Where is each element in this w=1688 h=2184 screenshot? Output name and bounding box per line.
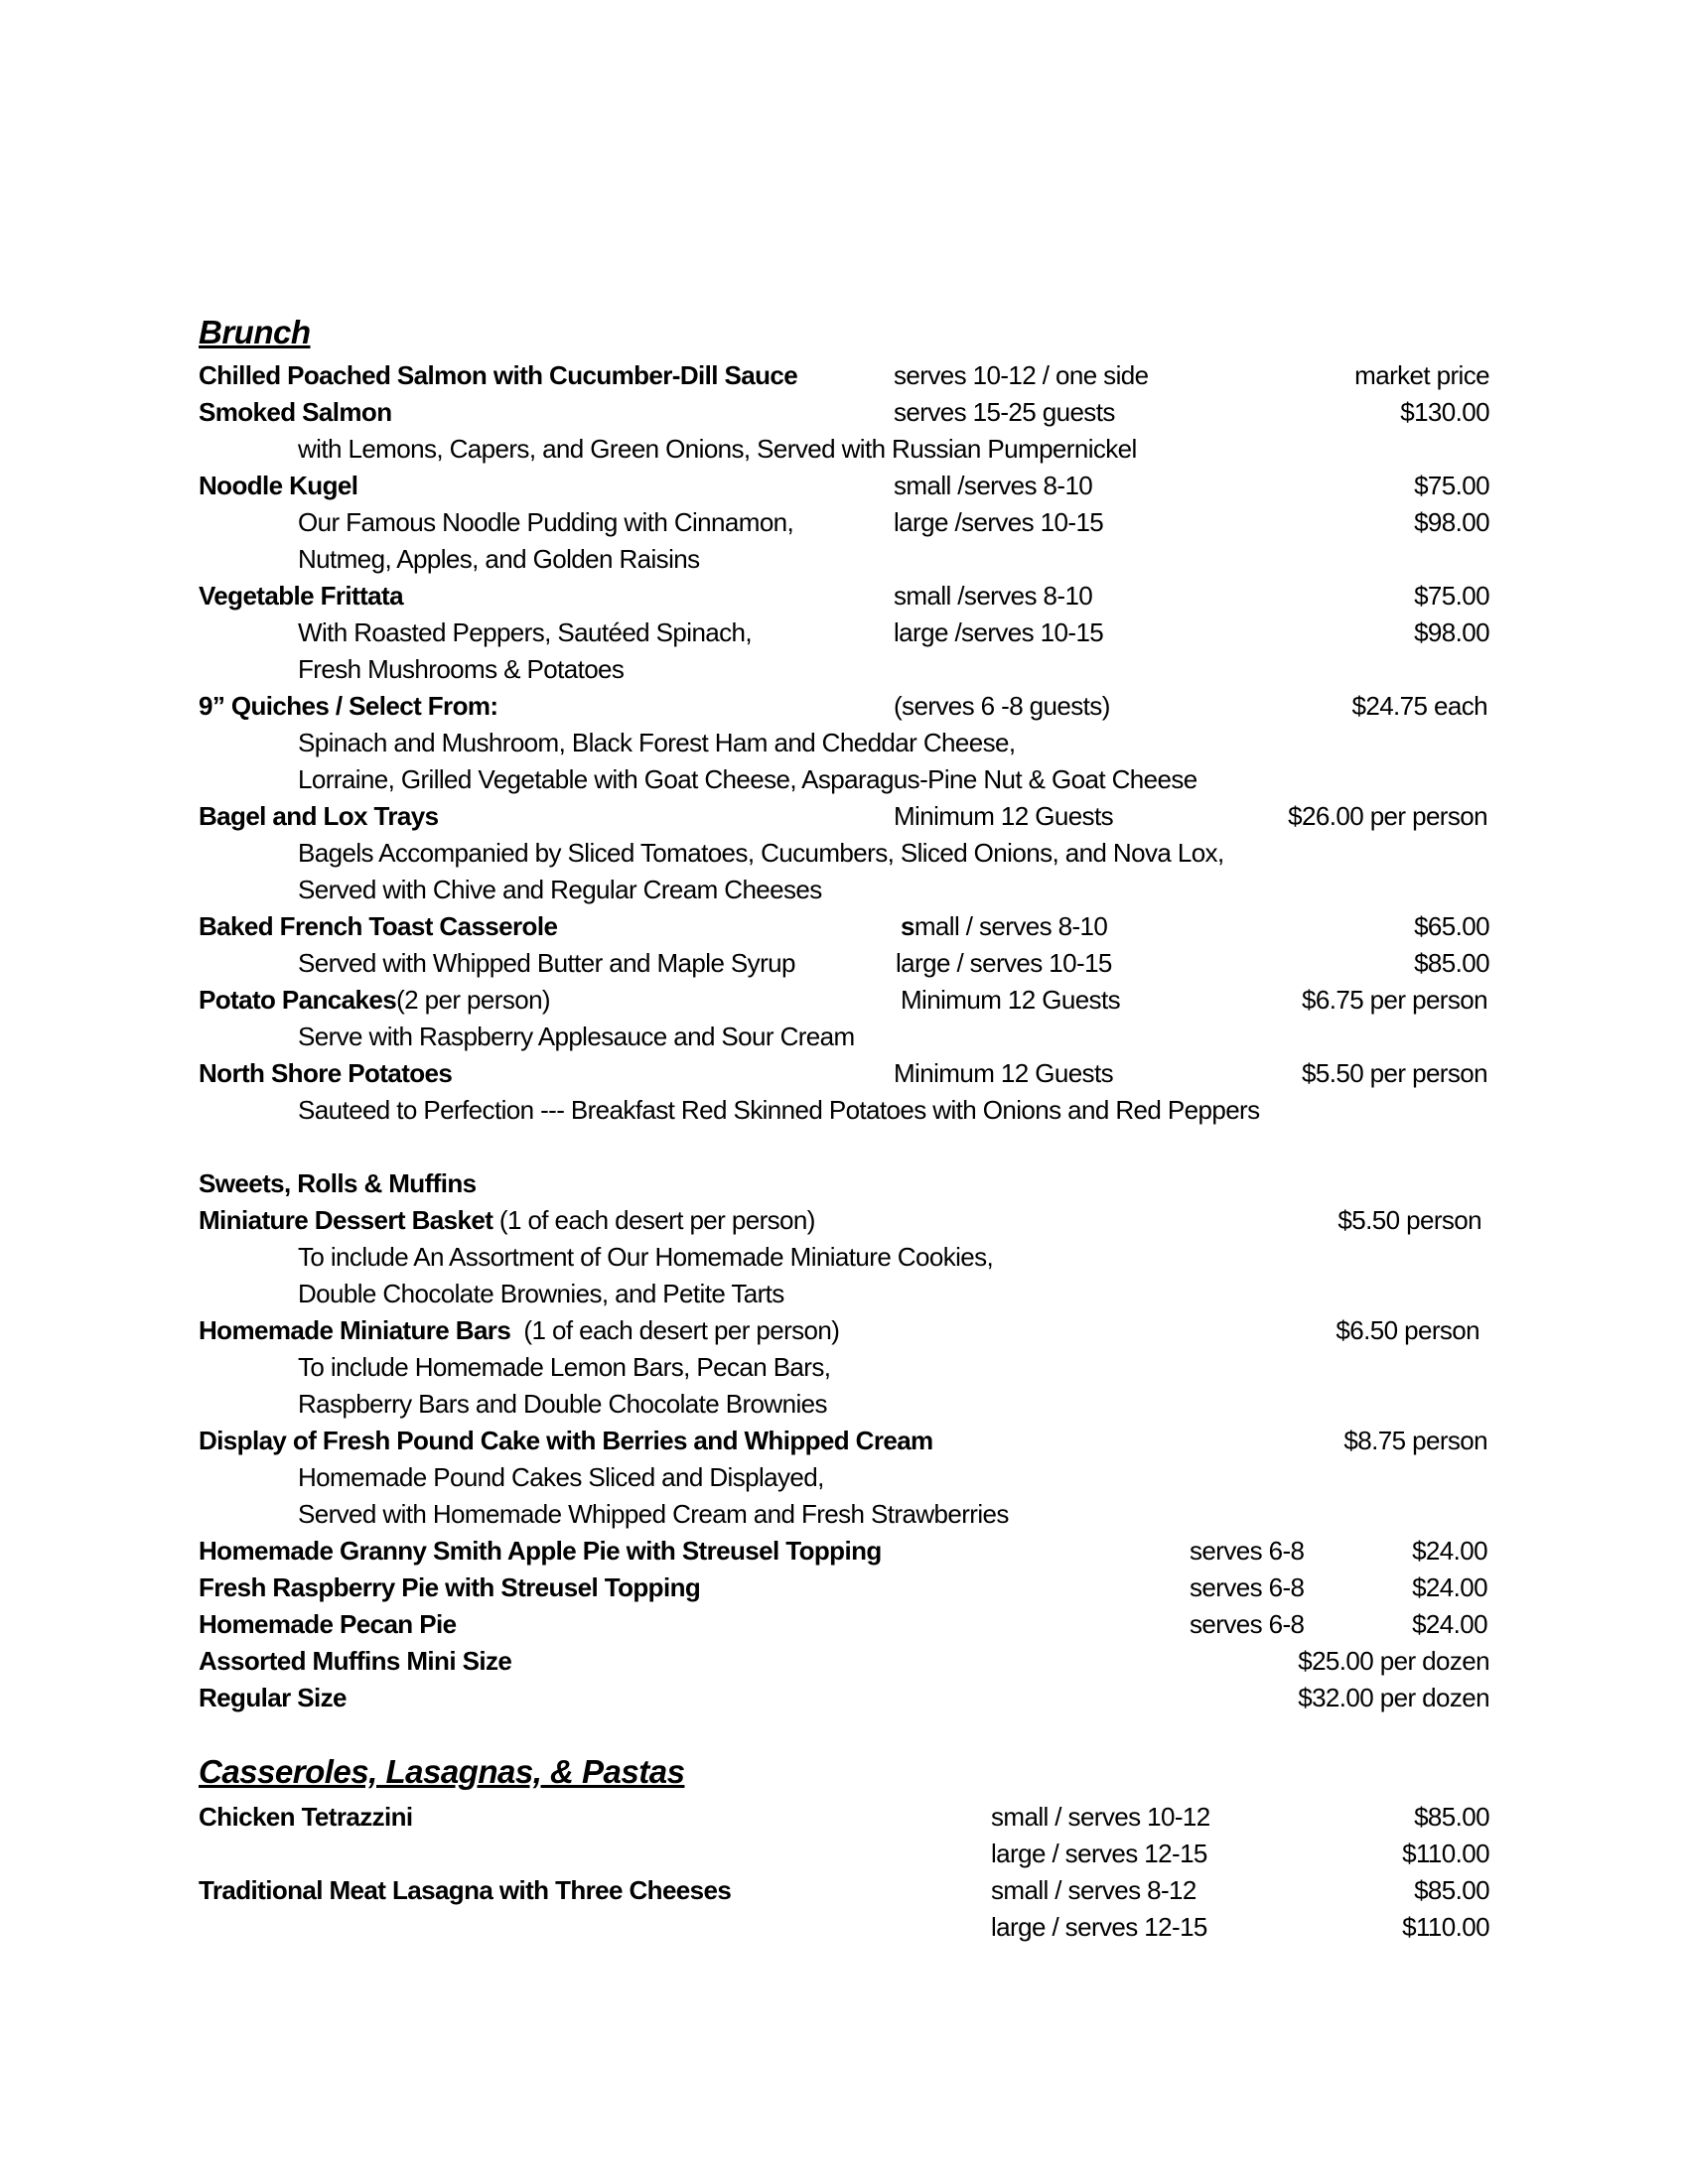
- item-price: $25.00 per dozen: [1298, 1646, 1489, 1676]
- item-name: Bagel and Lox Trays: [199, 801, 439, 831]
- item-name: Baked French Toast Casserole: [199, 911, 558, 941]
- item-description-row: [199, 614, 1489, 651]
- menu-item-row: [199, 1909, 1489, 1946]
- item-serving-size: Minimum 12 Guests: [894, 1058, 1113, 1088]
- item-name: Vegetable Frittata: [199, 581, 403, 611]
- item-name: Regular Size: [199, 1683, 347, 1712]
- item-description-row: [199, 1386, 1489, 1423]
- item-name: Smoked Salmon: [199, 397, 392, 427]
- item-name: North Shore Potatoes: [199, 1058, 453, 1088]
- item-description-row: [199, 541, 1489, 578]
- menu-item-row: [199, 1799, 1489, 1836]
- item-serving-size: (serves 6 -8 guests): [894, 691, 1110, 721]
- item-serving-size: small / serves 10-12: [991, 1802, 1210, 1832]
- item-description: with Lemons, Capers, and Green Onions, Served with Russian Pumpernickel: [298, 434, 1137, 464]
- size-rest: mall / serves 8-10: [914, 911, 1108, 941]
- item-description: Homemade Pound Cakes Sliced and Displayed,: [298, 1462, 824, 1492]
- item-description-row: [199, 725, 1489, 761]
- item-serving-size: serves 15-25 guests: [894, 397, 1115, 427]
- item-serving-size: large /serves 10-15: [894, 507, 1104, 537]
- section-sweets-heading-row: [199, 1165, 1489, 1202]
- item-description: To include Homemade Lemon Bars, Pecan Bars,: [298, 1352, 831, 1382]
- item-serving-size: small /serves 8-10: [894, 581, 1093, 611]
- item-description-row: [199, 1276, 1489, 1312]
- item-name: Noodle Kugel: [199, 471, 358, 500]
- item-description-row: [199, 431, 1489, 468]
- item-name: Potato Pancakes: [199, 985, 397, 1015]
- item-price: $85.00: [1414, 1875, 1489, 1905]
- item-price: $6.50 person: [1336, 1315, 1479, 1345]
- menu-item-row: [199, 1872, 1489, 1909]
- menu-item-row: [199, 1202, 1489, 1239]
- item-price: $24.00: [1412, 1609, 1487, 1639]
- item-price: $85.00: [1414, 948, 1489, 978]
- item-description: Spinach and Mushroom, Black Forest Ham and Cheddar Cheese,: [298, 728, 1016, 757]
- item-price: $110.00: [1402, 1839, 1489, 1868]
- item-serving-size: Minimum 12 Guests: [901, 985, 1120, 1015]
- item-price: $130.00: [1400, 397, 1489, 427]
- item-description-row: [199, 1092, 1489, 1129]
- item-description: Served with Homemade Whipped Cream and Fresh Strawberries: [298, 1499, 1009, 1529]
- item-serving-size: serves 6-8: [1190, 1609, 1305, 1639]
- item-price: $85.00: [1414, 1802, 1489, 1832]
- item-name: Fresh Raspberry Pie with Streusel Topping: [199, 1572, 701, 1602]
- menu-item-row: [199, 1423, 1489, 1459]
- item-description: With Roasted Peppers, Sautéed Spinach,: [298, 617, 753, 647]
- item-description-row: [199, 1496, 1489, 1533]
- item-description: Lorraine, Grilled Vegetable with Goat Cheese, Asparagus-Pine Nut & Goat Cheese: [298, 764, 1197, 794]
- item-name: Display of Fresh Pound Cake with Berries and Whipped Cream: [199, 1426, 933, 1455]
- item-description: Nutmeg, Apples, and Golden Raisins: [298, 544, 700, 574]
- item-description-row: [199, 1349, 1489, 1386]
- item-description: Fresh Mushrooms & Potatoes: [298, 654, 625, 684]
- item-price: $24.75 each: [1351, 691, 1487, 721]
- item-price: market price: [1354, 360, 1489, 390]
- item-description: Served with Chive and Regular Cream Cheeses: [298, 875, 822, 904]
- menu-item-row: [199, 1570, 1489, 1606]
- section-heading: Brunch: [199, 314, 311, 350]
- menu-item-row: [199, 908, 1489, 945]
- item-price: $6.75 per person: [1302, 985, 1487, 1015]
- item-description: To include An Assortment of Our Homemade Miniature Cookies,: [298, 1242, 994, 1272]
- item-note: (1 of each desert per person): [510, 1315, 840, 1345]
- menu-item-row: [199, 1643, 1489, 1680]
- item-price: $5.50 person: [1337, 1205, 1481, 1235]
- menu-item-row: [199, 578, 1489, 614]
- item-name-group: [199, 982, 550, 1019]
- item-price: $98.00: [1414, 617, 1489, 647]
- item-description: Our Famous Noodle Pudding with Cinnamon,: [298, 507, 794, 537]
- item-name: 9” Quiches / Select From:: [199, 691, 498, 721]
- item-serving-size: small / serves 8-12: [991, 1875, 1196, 1905]
- item-name: Chilled Poached Salmon with Cucumber-Dill Sauce: [199, 360, 798, 390]
- menu-item-row: [199, 1680, 1489, 1716]
- menu-item-row: [199, 688, 1489, 725]
- item-note: (1 of each desert per person): [492, 1205, 815, 1235]
- item-note: (2 per person): [396, 985, 550, 1015]
- menu-item-row: [199, 1533, 1489, 1570]
- item-name: Chicken Tetrazzini: [199, 1802, 413, 1832]
- item-description-row: [199, 1019, 1489, 1055]
- item-serving-size: serves 10-12 / one side: [894, 360, 1149, 390]
- item-price: $24.00: [1412, 1536, 1487, 1566]
- item-name: Homemade Miniature Bars: [199, 1315, 511, 1345]
- item-price: $65.00: [1414, 911, 1489, 941]
- item-name: Miniature Dessert Basket: [199, 1205, 493, 1235]
- section-heading: Casseroles, Lasagnas, & Pastas: [199, 1753, 685, 1790]
- item-description-row: [199, 504, 1489, 541]
- item-name: Homemade Pecan Pie: [199, 1609, 457, 1639]
- item-description-row: [199, 1459, 1489, 1496]
- item-description-row: [199, 1239, 1489, 1276]
- item-price: $24.00: [1412, 1572, 1487, 1602]
- section-brunch-heading-row: [199, 311, 1489, 354]
- item-price: $110.00: [1402, 1912, 1489, 1942]
- size-initial: s: [901, 911, 914, 941]
- item-name: Assorted Muffins Mini Size: [199, 1646, 512, 1676]
- menu-item-row: [199, 357, 1489, 394]
- item-description-row: [199, 835, 1489, 872]
- item-price: $26.00 per person: [1288, 801, 1487, 831]
- item-name: Homemade Granny Smith Apple Pie with Streusel Topping: [199, 1536, 882, 1566]
- item-description-row: [199, 651, 1489, 688]
- item-serving-size: large /serves 10-15: [894, 617, 1104, 647]
- menu-item-row: [199, 394, 1489, 431]
- item-description: Serve with Raspberry Applesauce and Sour Cream: [298, 1022, 855, 1051]
- item-serving-size: [901, 908, 1107, 945]
- item-description: Sauteed to Perfection --- Breakfast Red Skinned Potatoes with Onions and Red Peppers: [298, 1095, 1260, 1125]
- item-price: $75.00: [1414, 581, 1489, 611]
- menu-item-row: [199, 982, 1489, 1019]
- item-description-row: [199, 945, 1489, 982]
- item-name-group: [199, 1312, 839, 1349]
- item-price: $8.75 person: [1343, 1426, 1487, 1455]
- item-description: Raspberry Bars and Double Chocolate Brownies: [298, 1389, 827, 1419]
- item-serving-size: large / serves 10-15: [896, 948, 1112, 978]
- menu-item-row: [199, 468, 1489, 504]
- item-description-row: [199, 761, 1489, 798]
- menu-item-row: [199, 1312, 1489, 1349]
- item-name-group: [199, 1202, 815, 1239]
- item-description: Double Chocolate Brownies, and Petite Tarts: [298, 1279, 784, 1308]
- menu-item-row: [199, 1606, 1489, 1643]
- item-serving-size: large / serves 12-15: [991, 1912, 1207, 1942]
- item-serving-size: large / serves 12-15: [991, 1839, 1207, 1868]
- item-price: $75.00: [1414, 471, 1489, 500]
- section-casseroles-heading-row: [199, 1750, 1489, 1794]
- item-description: Served with Whipped Butter and Maple Syrup: [298, 948, 795, 978]
- item-name: Traditional Meat Lasagna with Three Cheeses: [199, 1875, 732, 1905]
- item-description-row: [199, 872, 1489, 908]
- menu-item-row: [199, 798, 1489, 835]
- item-price: $32.00 per dozen: [1298, 1683, 1489, 1712]
- section-heading: Sweets, Rolls & Muffins: [199, 1168, 477, 1198]
- menu-item-row: [199, 1836, 1489, 1872]
- item-serving-size: serves 6-8: [1190, 1536, 1305, 1566]
- item-serving-size: serves 6-8: [1190, 1572, 1305, 1602]
- item-serving-size: small /serves 8-10: [894, 471, 1093, 500]
- item-price: $5.50 per person: [1302, 1058, 1487, 1088]
- item-description: Bagels Accompanied by Sliced Tomatoes, Cucumbers, Sliced Onions, and Nova Lox,: [298, 838, 1224, 868]
- menu-item-row: [199, 1055, 1489, 1092]
- item-serving-size: Minimum 12 Guests: [894, 801, 1113, 831]
- item-price: $98.00: [1414, 507, 1489, 537]
